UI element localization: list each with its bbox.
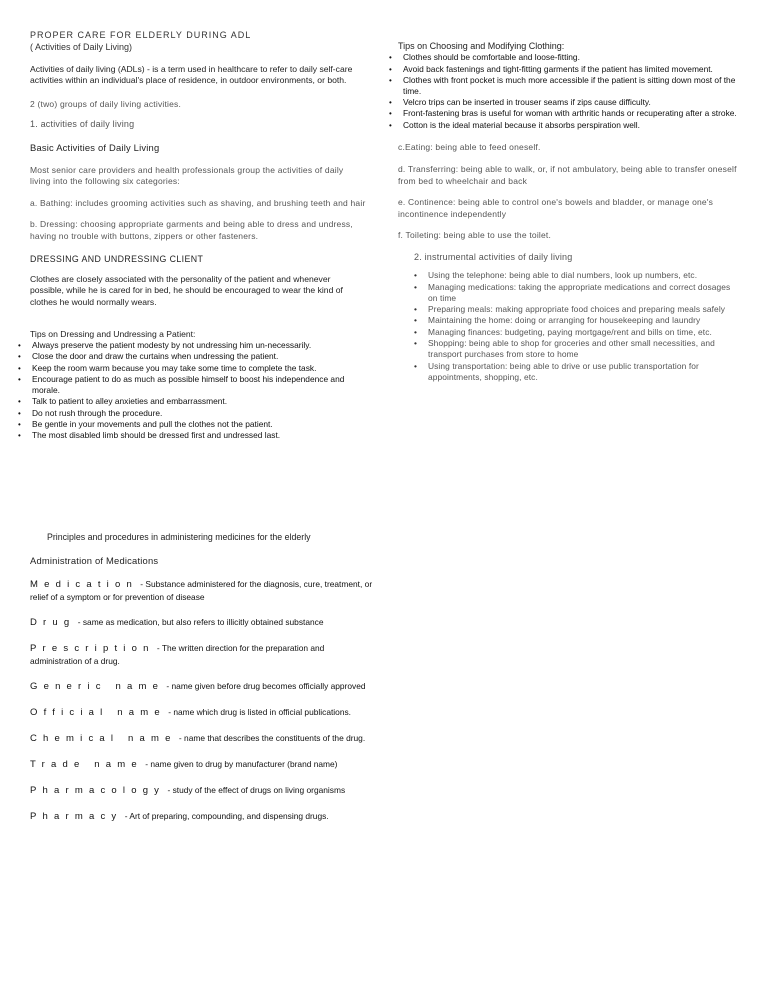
group-1-heading: 1. activities of daily living bbox=[30, 119, 135, 130]
clothing-tips-heading: Tips on Choosing and Modifying Clothing: bbox=[398, 41, 565, 51]
list-item: • Encourage patient to do as much as possible himself to boost his independence and morale. bbox=[18, 374, 366, 396]
list-item: • Cotton is the ideal material because it absorbs perspiration well. bbox=[389, 120, 739, 131]
list-item: • Be gentle in your movements and pull the clothes not the patient. bbox=[18, 419, 366, 430]
list-item: • Preparing meals: making appropriate food choices and preparing meals safely bbox=[412, 304, 739, 315]
groups-text: 2 (two) groups of daily living activities. bbox=[30, 98, 182, 109]
list-item: • Talk to patient to alley anxieties and embarrassment. bbox=[18, 396, 366, 407]
list-item: • Using transportation: being able to drive or use public transportation for appointments, shopping, etc. bbox=[412, 361, 739, 384]
definition-drug: Drug - same as medication, but also refers to illicitly obtained substance bbox=[30, 617, 324, 628]
principles-heading: Principles and procedures in administering medicines for the elderly bbox=[47, 532, 311, 542]
definition-trade-name: Trade name - name given to drug by manufacturer (brand name) bbox=[30, 759, 338, 770]
dressing-item: b. Dressing: choosing appropriate garments and being able to dress and undress, having no trouble with buttons, zippers or other fasteners. bbox=[30, 219, 353, 241]
list-item: • Avoid back fastenings and tight-fitting garments if the patient has limited movement. bbox=[389, 64, 739, 75]
list-item: • The most disabled limb should be dressed first and undressed last. bbox=[18, 430, 366, 441]
definition-prescription: Prescription - The written direction for the preparation and administration of a drug. bbox=[30, 643, 325, 666]
left-column bbox=[30, 29, 366, 441]
list-item: • Do not rush through the procedure. bbox=[18, 408, 366, 419]
dressing-client-heading: DRESSING AND UNDRESSING CLIENT bbox=[30, 254, 204, 265]
document-title: PROPER CARE FOR ELDERLY DURING ADL bbox=[30, 30, 252, 40]
instrumental-heading: 2. instrumental activities of daily living bbox=[414, 251, 573, 262]
dressing-tips-list bbox=[18, 340, 366, 441]
list-item: • Maintaining the home: doing or arranging for housekeeping and laundry bbox=[412, 315, 739, 326]
basic-adl-heading: Basic Activities of Daily Living bbox=[30, 141, 160, 153]
bathing-item: a. Bathing: includes grooming activities such as shaving, and brushing teeth and hair bbox=[30, 197, 366, 208]
definition-pharmacology: Pharmacology - study of the effect of drugs on living organisms bbox=[30, 785, 346, 796]
definitions-list bbox=[30, 578, 375, 836]
definition-medication: Medication - Substance administered for the diagnosis, cure, treatment, or relief of a symptom or for prevention of disease bbox=[30, 579, 373, 602]
list-item: • Velcro trips can be inserted in trouser seams if zips cause difficulty. bbox=[389, 97, 739, 108]
document-subtitle: ( Activities of Daily Living) bbox=[30, 42, 133, 52]
right-column bbox=[389, 41, 739, 383]
list-item: • Managing medications: taking the appropriate medications and correct dosages on time bbox=[412, 282, 739, 305]
dressing-tips-heading: Tips on Dressing and Undressing a Patient: bbox=[30, 328, 196, 339]
transferring-item: d. Transferring: being able to walk, or, if not ambulatory, being able to transfer oneself from bed to wheelchair and back bbox=[398, 164, 737, 186]
list-item: • Shopping: being able to shop for groceries and other small necessities, and transport purchases from store to home bbox=[412, 338, 739, 361]
list-item: • Close the door and draw the curtains when undressing the patient. bbox=[18, 351, 366, 362]
toileting-item: f. Toileting: being able to use the toilet. bbox=[398, 230, 552, 241]
list-item: • Front-fastening bras is useful for woman with arthritic hands or recuperating after a stroke. bbox=[389, 108, 739, 119]
list-item: • Managing finances: budgeting, paying mortgage/rent and bills on time, etc. bbox=[412, 327, 739, 338]
list-item: • Clothes with front pocket is much more accessible if the patient is sitting down most of the time. bbox=[389, 75, 739, 97]
basic-adl-intro: Most senior care providers and health professionals group the activities of daily living into the following six categories: bbox=[30, 164, 344, 187]
clothing-tips-list bbox=[389, 52, 739, 130]
list-item: • Clothes should be comfortable and loose-fitting. bbox=[389, 52, 739, 63]
eating-item: c.Eating: being able to feed oneself. bbox=[398, 141, 541, 152]
list-item: • Always preserve the patient modesty by not undressing him un-necessarily. bbox=[18, 340, 366, 351]
adl-definition: Activities of daily living (ADLs) - is a term used in healthcare to refer to daily self-care activities within an individual's place of residence, in outdoor environments, or both. bbox=[30, 64, 353, 86]
definition-pharmacy: Pharmacy - Art of preparing, compounding, and dispensing drugs. bbox=[30, 811, 329, 822]
instrumental-list bbox=[389, 270, 739, 383]
list-item: • Keep the room warm because you may take some time to complete the task. bbox=[18, 363, 366, 374]
definition-generic-name: Generic name - name given before drug becomes officially approved bbox=[30, 681, 366, 692]
list-item: • Using the telephone: being able to dial numbers, look up numbers, etc. bbox=[412, 270, 739, 281]
clothes-paragraph: Clothes are closely associated with the personality of the patient and whenever possible, while he is cared for in bed, he should be encouraged to wear the kind of clothes he would normally wears. bbox=[30, 274, 343, 307]
definition-chemical-name: Chemical name - name that describes the constituents of the drug. bbox=[30, 733, 366, 744]
administration-heading: Administration of Medications bbox=[30, 555, 159, 566]
continence-item: e. Continence: being able to control one's bowels and bladder, or manage one's incontinence independently bbox=[398, 197, 714, 219]
definition-official-name: Official name - name which drug is listed in official publications. bbox=[30, 707, 351, 718]
